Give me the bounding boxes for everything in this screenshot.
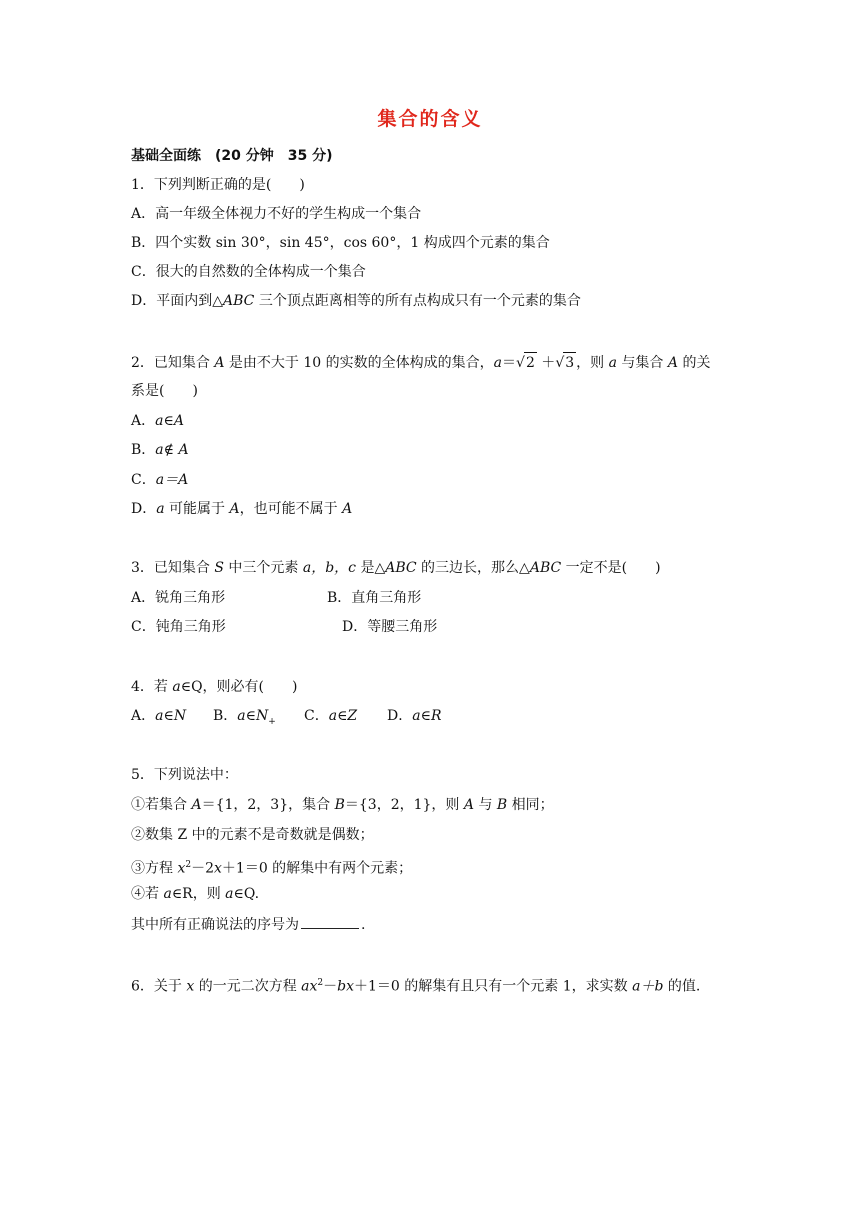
q3-option-b: B．直角三角形 bbox=[327, 590, 422, 606]
q3-stem: 3．已知集合 S 中三个元素 a，b，c 是△ABC 的三边长，那么△ABC 一定不是( ) bbox=[131, 560, 661, 576]
q1-stem: 1．下列判断正确的是( ) bbox=[131, 177, 305, 193]
sqrt-2: √2 bbox=[516, 352, 537, 373]
q5-answer-line: 其中所有正确说法的序号为 . bbox=[131, 914, 365, 935]
q1-option-b: B．四个实数 sin 30°，sin 45°，cos 60°，1 构成四个元素的集合 bbox=[131, 235, 550, 251]
q3-option-a: A．锐角三角形 bbox=[131, 590, 226, 606]
q2-option-b: B．a∉ A bbox=[131, 442, 189, 458]
q2-option-d: D．a 可能属于 A，也可能不属于 A bbox=[131, 501, 353, 517]
q4-option-a: A．a∈N bbox=[131, 708, 187, 724]
sqrt-3: √3 bbox=[555, 352, 576, 373]
q1-option-d: D．平面内到△ABC 三个顶点距离相等的所有点构成只有一个元素的集合 bbox=[131, 293, 581, 309]
q3-option-c: C．钝角三角形 bbox=[131, 619, 226, 635]
q4-option-b: B．$a\in N_+$ bbox=[213, 708, 276, 727]
q2-stem-line2: 系是( ) bbox=[131, 383, 198, 399]
q5-stem: 5．下列说法中： bbox=[131, 767, 238, 783]
answer-blank[interactable] bbox=[301, 914, 359, 929]
q1-option-a: A．高一年级全体视力不好的学生构成一个集合 bbox=[131, 206, 422, 222]
q5-statement-4: ④若 a∈R，则 a∈Q. bbox=[131, 886, 260, 902]
q1-option-c: C．很大的自然数的全体构成一个集合 bbox=[131, 264, 366, 280]
q2-option-c: C．a＝A bbox=[131, 472, 189, 488]
q2-stem-line1: 2．已知集合 A 是由不大于 10 的实数的全体构成的集合，a＝√2 ＋√3 ，则 a 与集合 A 的关 bbox=[131, 352, 710, 373]
q4-stem: 4．若 a∈Q，则必有( ) bbox=[131, 679, 298, 695]
q4-option-c: C．a∈Z bbox=[304, 708, 358, 724]
q5-statement-1: ①若集合 A＝{1，2，3}，集合 B＝{3，2，1}，则 A 与 B 相同； bbox=[131, 797, 554, 813]
q3-option-d: D．等腰三角形 bbox=[342, 619, 438, 635]
page-title: 集合的含义 bbox=[377, 108, 483, 130]
q6-stem: 6．关于 x 的一元二次方程 $ax^2-bx+1=0$ 的解集有且只有一个元素 1，求实数 a＋b 的值. bbox=[131, 978, 701, 995]
q2-option-a: A．a∈A bbox=[131, 413, 184, 429]
section-heading: 基础全面练 (20 分钟 35 分) bbox=[131, 148, 333, 164]
q4-option-d: D．a∈R bbox=[387, 708, 442, 724]
q5-statement-3: ③方程 $x^2-2x+1=0$ 的解集中有两个元素； bbox=[131, 860, 413, 877]
q5-statement-2: ②数集 Z 中的元素不是奇数就是偶数； bbox=[131, 827, 374, 843]
